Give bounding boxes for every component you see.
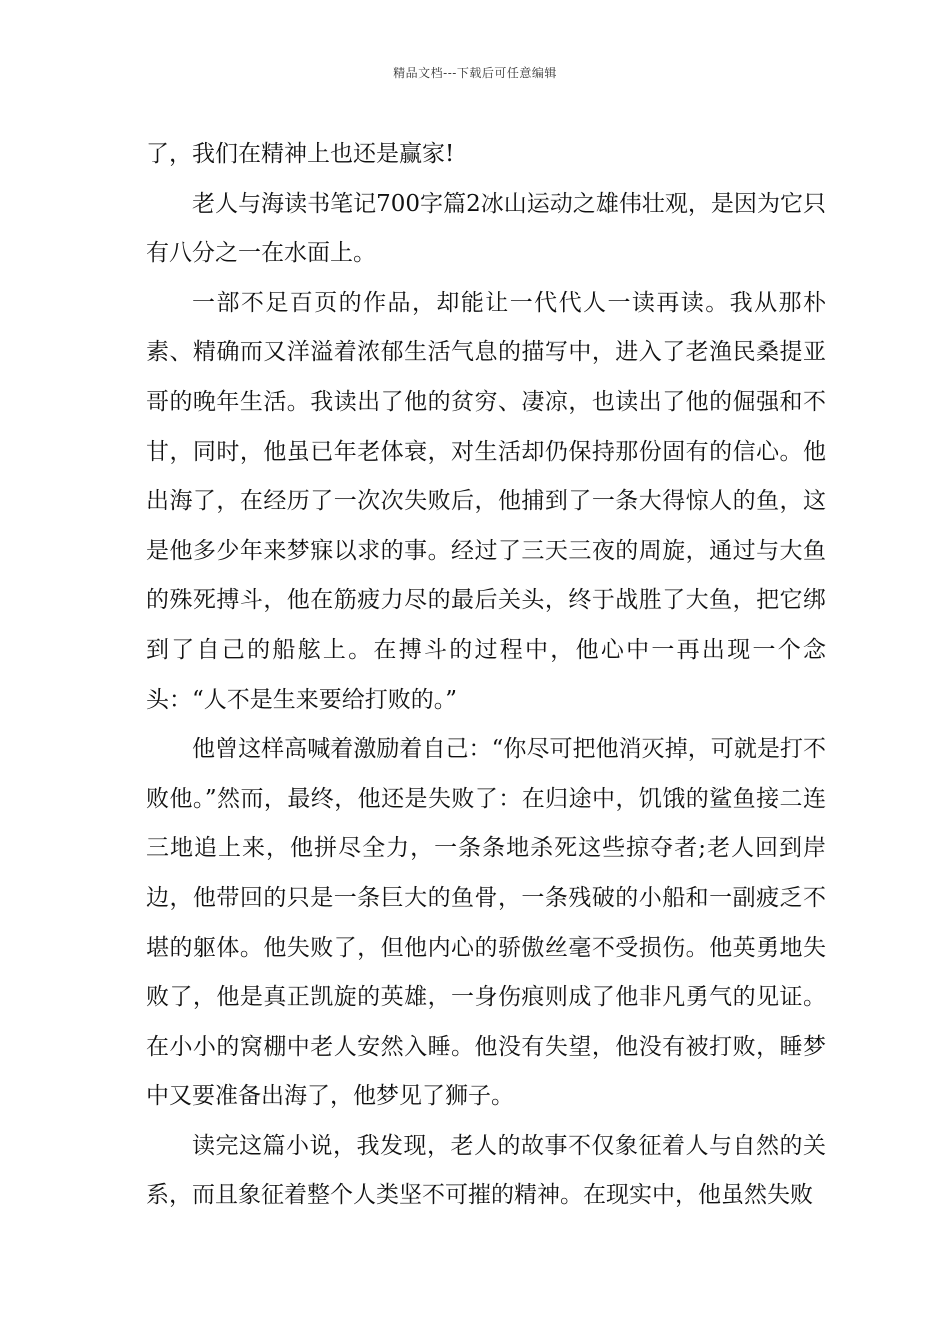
paragraph: 他曾这样高喊着激励着自己：“你尽可把他消灭掉，可就是打不败他。”然而，最终，他还是失败了：在归途中，饥饿的鲨鱼接二连三地追上来，他拼尽全力，一条条地杀死这些掠夺者;老人回到岸边，他带回的只是一条巨大的鱼骨，一条残破的小船和一副疲乏不堪的躯体。他失败了，但他内心的骄傲丝毫不受损伤。他英勇地失败了，他是真正凯旋的英雄，一身伤痕则成了他非凡勇气的见证。在小小的窝棚中老人安然入睡。他没有失望，他没有被打败，睡梦中又要准备出海了，他梦见了狮子。 xyxy=(146,736,826,1110)
paragraph: 一部不足百页的作品，却能让一代代人一读再读。我从那朴素、精确而又洋溢着浓郁生活气息的描写中，进入了老渔民桑提亚哥的晚年生活。我读出了他的贫穷、凄凉，也读出了他的倔强和不甘，同时，他虽已年老体衰，对生活却仍保持那份固有的信心。他出海了，在经历了一次次失败后，他捕到了一条大得惊人的鱼，这是他多少年来梦寐以求的事。经过了三天三夜的周旋，通过与大鱼的殊死搏斗，他在筋疲力尽的最后关头，终于战胜了大鱼，把它绑到了自己的船舷上。在搏斗的过程中，他心中一再出现一个念头：“人不是生来要给打败的。” xyxy=(146,289,826,713)
paragraph: 读完这篇小说，我发现，老人的故事不仅象征着人与自然的关系，而且象征着整个人类坚不可摧的精神。在现实中，他虽然失败 xyxy=(146,1132,826,1209)
paragraph: 老人与海读书笔记700字篇2冰山运动之雄伟壮观，是因为它只有八分之一在水面上。 xyxy=(146,190,826,267)
page-header: 精品文档---下载后可任意编辑 xyxy=(393,66,557,80)
paragraph: 了，我们在精神上也还是赢家! xyxy=(146,141,455,167)
document-body xyxy=(146,130,826,1221)
